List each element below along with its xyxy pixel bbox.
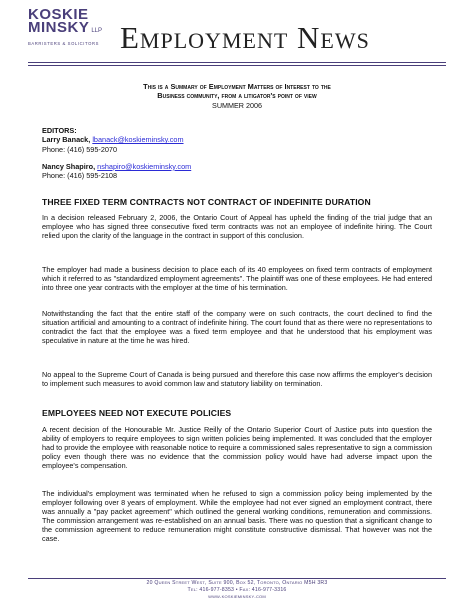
firm-logo [28, 8, 116, 46]
summary-line-1: This is a Summary of Employment Matters of Interest to the [143, 82, 331, 91]
editor-email-link[interactable]: lbanack@koskieminsky.com [92, 135, 184, 145]
editors-block [42, 126, 432, 180]
article-paragraph: The employer had made a business decision to place each of its 40 employees on fixed term contracts of employment which it referred to as "standardized employment agreements". The plaintiff was one of these employees. He had entered into three one year contracts with the employer at the time of his termination. [42, 265, 432, 292]
editor-entry [42, 135, 432, 144]
logo-line-2: MINSKY [28, 19, 90, 36]
newsletter-title: Employment News [120, 20, 370, 55]
issue-date: SUMMER 2006 [212, 101, 262, 110]
article-paragraph: The individual's employment was terminated when he refused to sign a commission policy being implemented by the employer following over 8 years of employment. While the employee had not ever signed an employment contract, there was annually a "pay packet agreement" which outlined the general working conditions, remuneration and commissions. The commission arrangement was re-established on an annual basis. There was no question that a significant change to the commission agreement to reduce remuneration might constitute constructive dismissal. That however was not the case. [42, 489, 432, 543]
editor-name: Nancy Shapiro, [42, 161, 96, 171]
editor-entry [42, 162, 432, 171]
logo-tagline: BARRISTERS & SOLICITORS [28, 41, 99, 46]
editor-name: Larry Banack, [42, 135, 91, 145]
editor-phone: Phone: (416) 595-2070 [42, 144, 118, 154]
logo-line-1: KOSKIE [28, 6, 89, 23]
footer-rule [28, 578, 446, 579]
footer-website[interactable]: www.koskieminsky.com [208, 594, 266, 600]
footer-address: 20 Queen Street West, Suite 900, Box 52, Toronto, Ontario M5H 3R3 [146, 580, 328, 586]
article-paragraph: Notwithstanding the fact that the entire staff of the company were on such contracts, the court declined to find the situation artificial and amounting to a contract of indefinite hiring. The court found that as there were no representations to contradict the fact that the employee was a fixed term employee and that he understood that his employment was speculative in nature at the time he was hired. [42, 309, 432, 345]
header-rule-double [28, 65, 446, 66]
section-heading: EMPLOYEES NEED NOT EXECUTE POLICIES [42, 408, 232, 418]
footer [28, 580, 446, 601]
summary-line-2: Business community, from a litigator's point of view [157, 91, 317, 100]
newsletter-summary [60, 82, 414, 100]
article-paragraph: In a decision released February 2, 2006, the Ontario Court of Appeal has upheld the finding of the trial judge that an employee who has signed three consecutive fixed term contracts was not an employee of indefinite hiring. The Court relied upon the clarity of the language in the contract in support of this conclusion. [42, 213, 432, 240]
editors-label: EDITORS: [42, 126, 77, 135]
article-paragraph: A recent decision of the Honourable Mr. Justice Reilly of the Ontario Superior Court of Justice puts into question the ability of employers to require employees to sign written policies being implemented. It was concluded that the employer had to provide the employee with reasonable notice to require a commissioned sales representative to sign a commission policy even though there was no evidence that the commission policy would have had adverse impact upon the employee's compensation. [42, 425, 432, 470]
header-rule [28, 62, 446, 63]
logo-llp: LLP [91, 28, 103, 34]
article-paragraph: No appeal to the Supreme Court of Canada is being pursued and therefore this case now affirms the employer's decision to implement such measures to avoid common law and statutory liability on termination. [42, 370, 432, 388]
footer-contact: Tel: 416-977-8353 • Fax: 416-977-3316 [187, 587, 287, 593]
section-heading: THREE FIXED TERM CONTRACTS NOT CONTRACT OF INDEFINITE DURATION [42, 197, 371, 207]
editor-email-link[interactable]: nshapiro@koskieminsky.com [97, 161, 192, 171]
editor-phone: Phone: (416) 595-2108 [42, 171, 118, 181]
